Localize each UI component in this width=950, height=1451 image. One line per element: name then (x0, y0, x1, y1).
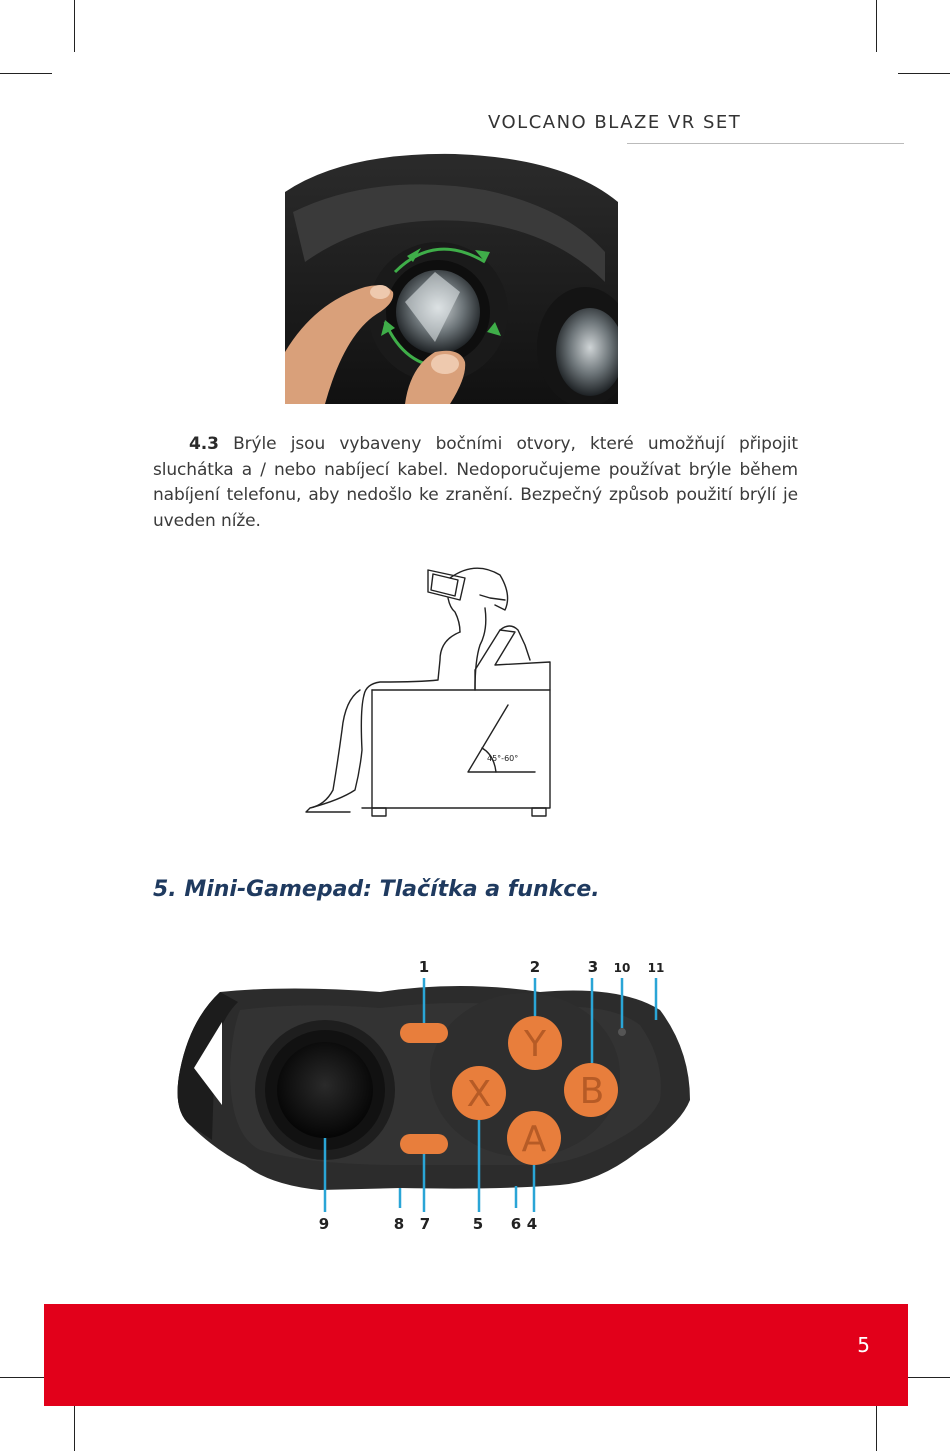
callout-1: 1 (418, 958, 430, 976)
crop-mark (0, 73, 52, 74)
callout-8: 8 (393, 1215, 405, 1233)
button-a-label: A (521, 1119, 547, 1160)
paragraph-4-3 (153, 432, 798, 534)
callout-11: 11 (647, 961, 665, 975)
button-b-label: B (579, 1071, 605, 1112)
callout-7: 7 (419, 1215, 431, 1233)
callout-10: 10 (613, 961, 631, 975)
page-number: 5 (857, 1333, 870, 1357)
button-y-label: Y (524, 1024, 546, 1065)
header-rule (627, 143, 904, 144)
footer-bar (44, 1304, 908, 1406)
gamepad-diagram (160, 950, 720, 1240)
button-x-label: X (466, 1074, 492, 1115)
lens-adjust-photo (285, 152, 618, 404)
paragraph-number: 4.3 (189, 434, 219, 454)
callout-4: 4 (526, 1215, 538, 1233)
callout-5: 5 (472, 1215, 484, 1233)
callout-6: 6 (510, 1215, 522, 1233)
seated-user-illustration (300, 550, 560, 820)
callout-3: 3 (587, 958, 599, 976)
paragraph-text: Brýle jsou vybaveny bočními otvory, které umožňují připojit sluchátka a / nebo nabíjecí kabel. Nedoporučujeme používat brýle během nabíjení telefonu, aby nedošlo ke zranění. Bezpečný způsob použití brýlí je uveden níže. (153, 434, 798, 531)
crop-mark (876, 0, 877, 52)
crop-mark (74, 0, 75, 52)
angle-label: 45°-60° (487, 754, 519, 763)
crop-mark (898, 73, 950, 74)
running-header: VOLCANO BLAZE VR SET (488, 112, 742, 133)
section-title: 5. Mini-Gamepad: Tlačítka a funkce. (153, 877, 600, 902)
callout-2: 2 (529, 958, 541, 976)
callout-9: 9 (318, 1215, 330, 1233)
